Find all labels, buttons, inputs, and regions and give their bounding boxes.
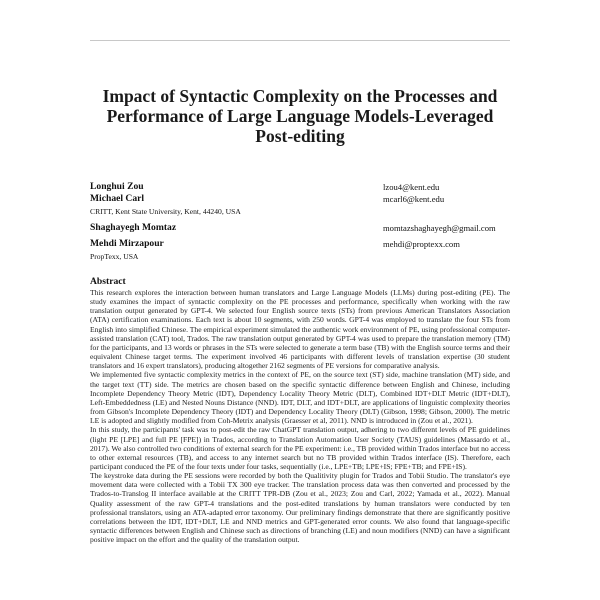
abstract-body [90, 288, 510, 544]
paper-title: Impact of Syntactic Complexity on the Processes and Performance of Large Language Models-Leveraged Post-editing [102, 86, 498, 146]
author-name: Shaghayegh Momtaz [90, 222, 177, 233]
author-affiliation: PropTexx, USA [90, 252, 139, 261]
author-name: Michael Carl [90, 193, 145, 204]
author-affiliation: CRITT, Kent State University, Kent, 44240, USA [90, 207, 241, 216]
author-name: Mehdi Mirzapour [90, 238, 164, 249]
abstract-paragraph: In this study, the participants' task was to post-edit the raw ChatGPT translation output, adhering to two different levels of PE guidelines (light PE [LPE] and full PE [FPE]) in Trados, according to Translation Automation User Society (TAUS) guidelines (Massardo et al., 2017). We also controlled two conditions of external search for the PE experiment: i.e., TB provided within Trados interface but no access to other external resources (TB), and access to any internet search but no TB provided within Trados interface (IS). Therefore, each participant conduced the PE of the four texts under four tasks, sequentially (i.e., LPE+TB; LPE+IS; FPE+TB; and FPE+IS). [90, 425, 510, 471]
author-email[interactable]: mehdi@proptexx.com [383, 239, 460, 249]
abstract-paragraph: This research explores the interaction between human translators and Large Language Models (LLMs) during post-editing (PE). The study examines the impact of syntactic complexity on the PE processes and performance, specifically when working with the raw translation output generated by GPT-4. We selected four English source texts (STs) from previous American Translators Association (ATA) certification examinations. Each text is about 10 segments, with 250 words. GPT-4 was employed to translate the four STs from English into simplified Chinese. The empirical experiment simulated the authentic work environment of PE, using professional computer-assisted translation (CAT) tool, Trados. The raw translation output generated by GPT-4 was used to prepare the translation memory (TM) for the participants, and 13 words or phrases in the STs were selected to generate a term base (TB) with the English source terms and their equivalent Chinese target terms. The experiment involved 46 participants with different levels of translation expertise (30 student translators and 16 expert translators), producing altogether 2162 segments of PE versions for comparative analysis. [90, 288, 510, 371]
author-email[interactable]: mcarl6@kent.edu [383, 194, 445, 204]
abstract-paragraph: The keystroke data during the PE sessions were recorded by both the Qualitivity plugin for Trados and Tobii Studio. The translator's eye movement data were collected with a Tobii TX 300 eye tracker. The translation process data was then converted and processed by the Trados-to-Translog II interface available at the CRITT TPR-DB (Zou et al., 2023; Zou and Carl, 2022; Yamada et al., 2022). Manual Quality assessment of the raw GPT-4 translations and the post-edited translations by human translators were conducted by ten professional translators, using an ATA-adapted error taxonomy. Our preliminary findings demonstrate that there are significantly positive correlations between the IDT, IDT+DLT, LE and NND metrics and GPT-generated error counts. We also found that language-specific syntactic differences between English and Chinese such as directions of branching (LE) and noun modifiers (NND) can have a significant positive impact on the effort and the quality of the translation output. [90, 471, 510, 545]
abstract-paragraph: We implemented five syntactic complexity metrics in the context of PE, on the source text (ST) side, machine translation (MT) side, and the target text (TT) side. The metrics are chosen based on the specific syntactic difference between English and Chinese, including Incomplete Dependency Theory Metric (IDT), Dependency Locality Theory Metric (DLT), Combined IDT+DLT Metric (IDT+DLT), Left-Embeddedness (LE) and Nested Nouns Distance (NND). IDT, DLT, and IDT+DLT, are applications of linguistic complexity theories from Gibson's Incomplete Dependency Theory (IDT) and Dependency Locality Theory (DLT) (Gibson, 1998; Gibson, 2000). The metric LE is adopted and slightly modified from Coh-Metrix analysis (Graesser et al, 2011). NND is introduced in (Zou et al., 2021). [90, 370, 510, 426]
author-email[interactable]: lzou4@kent.edu [383, 182, 440, 192]
author-name: Longhui Zou [90, 181, 144, 192]
abstract-heading: Abstract [90, 276, 126, 287]
author-email[interactable]: momtazshaghayegh@gmail.com [383, 223, 496, 233]
header-rule [90, 40, 510, 41]
